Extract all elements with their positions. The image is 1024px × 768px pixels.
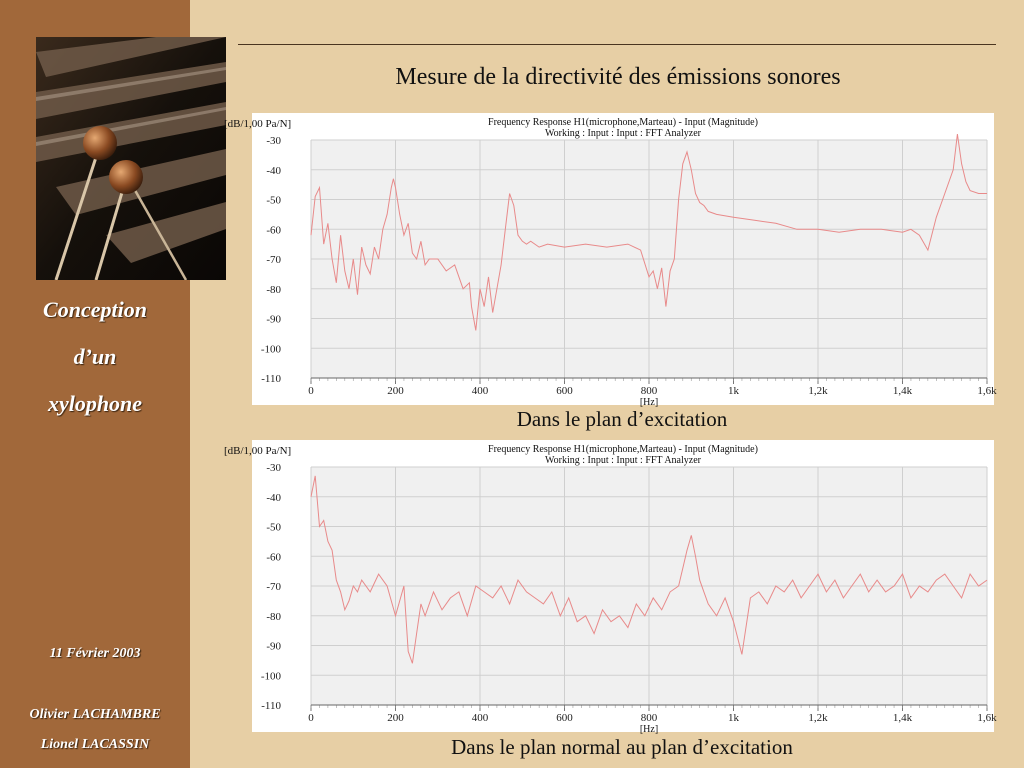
title-line: xylophone [47,391,143,416]
frequency-chart-normal [224,440,997,735]
y-tick-label: -60 [266,224,281,237]
chart-subtitle: Working : Input : Input : FFT Analyzer [545,128,701,139]
y-tick-label: -110 [261,373,281,385]
presentation-date: 11 Février 2003 [49,646,141,661]
caption-excitation: Dans le plan d’excitation [516,407,728,431]
sidebar [0,0,190,768]
x-axis-label: [Hz] [639,397,659,408]
y-tick-label: -100 [260,670,281,683]
x-tick-label: 0 [308,385,314,397]
author-name: Lionel LACASSIN [40,737,150,752]
x-tick-label: 600 [556,712,573,724]
header-rule [238,44,996,45]
x-tick-label: 1,2k [808,712,828,724]
author-name: Olivier LACHAMBRE [29,707,161,722]
x-tick-label: 200 [387,712,404,724]
x-tick-label: 1k [728,385,739,397]
x-tick-label: 0 [308,712,314,724]
y-axis-label: [dB/1,00 Pa/N] [224,118,292,130]
y-tick-label: -50 [266,194,281,207]
x-tick-label: 1k [728,712,739,724]
y-tick-label: -70 [266,254,281,266]
y-tick-label: -80 [266,610,281,623]
x-tick-label: 800 [640,385,658,397]
title-line: d’un [73,344,117,369]
x-tick-label: 800 [640,712,658,724]
x-tick-label: 400 [471,385,489,397]
y-tick-label: -30 [266,135,281,147]
x-tick-label: 1,4k [892,385,913,397]
x-tick-label: 200 [387,385,404,397]
y-tick-label: -110 [261,700,281,712]
y-tick-label: -70 [266,581,281,593]
chart-title: Frequency Response H1(microphone,Marteau) - Input (Magnitude) [488,444,758,455]
y-tick-label: -90 [266,640,281,653]
x-tick-label: 1,6k [977,385,997,397]
presentation-title [0,286,190,427]
y-tick-label: -40 [266,491,281,504]
y-tick-label: -90 [266,313,281,326]
y-tick-label: -30 [266,462,281,474]
chart-title: Frequency Response H1(microphone,Marteau) - Input (Magnitude) [488,117,758,128]
x-axis-label: [Hz] [639,724,659,735]
y-tick-label: -50 [266,521,281,534]
caption-normal: Dans le plan normal au plan d’excitation [451,735,793,759]
frequency-chart-excitation [224,113,997,408]
x-tick-label: 1,6k [977,712,997,724]
x-tick-label: 1,2k [808,385,828,397]
x-tick-label: 1,4k [892,712,913,724]
x-tick-label: 400 [471,712,489,724]
title-line: Conception [43,297,147,322]
y-tick-label: -60 [266,551,281,564]
y-axis-label: [dB/1,00 Pa/N] [224,445,292,457]
chart-subtitle: Working : Input : Input : FFT Analyzer [545,455,701,466]
y-tick-label: -80 [266,283,281,296]
xylophone-photo [36,37,226,280]
y-tick-label: -40 [266,164,281,177]
x-tick-label: 600 [556,385,573,397]
y-tick-label: -100 [260,343,281,356]
slide-heading: Mesure de la directivité des émissions sonores [395,64,841,90]
